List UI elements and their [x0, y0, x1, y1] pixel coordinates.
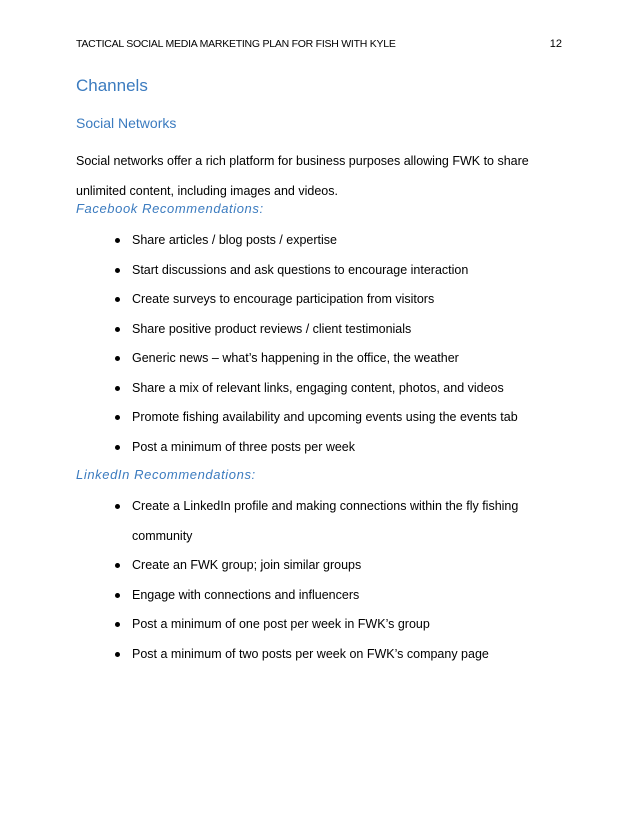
list-item: [112, 256, 552, 286]
list-item: [112, 581, 552, 611]
list-item: [112, 433, 552, 463]
bullet-icon: [115, 652, 120, 657]
list-item: [112, 551, 552, 581]
bullet-icon: [115, 386, 120, 391]
bullet-icon: [115, 622, 120, 627]
bullet-icon: [115, 356, 120, 361]
list-item-text: Share positive product reviews / client testimonials: [132, 321, 412, 336]
bullet-icon: [115, 327, 120, 332]
list-item: [112, 315, 552, 345]
bullet-icon: [115, 297, 120, 302]
bullet-icon: [115, 563, 120, 568]
bullet-icon: [115, 593, 120, 598]
bullet-icon: [115, 445, 120, 450]
list-item-text: Share articles / blog posts / expertise: [132, 233, 337, 247]
list-item-text: Post a minimum of three posts per week: [132, 439, 356, 454]
list-item-text: Share a mix of relevant links, engaging content, photos, and videos: [132, 380, 504, 395]
list-item-text: Create a LinkedIn profile and making connections within the fly fishing community: [132, 499, 519, 543]
list-item: [112, 285, 552, 315]
bullet-icon: [115, 238, 120, 243]
subheading-linkedin-recommendations: LinkedIn Recommendations:: [76, 467, 256, 482]
subheading-facebook-recommendations: Facebook Recommendations:: [76, 201, 264, 216]
running-header-title: TACTICAL SOCIAL MEDIA MARKETING PLAN FOR FISH WITH KYLE: [76, 38, 396, 50]
list-item-text: Engage with connections and influencers: [132, 587, 360, 602]
list-item: [112, 640, 552, 670]
list-item: [112, 374, 552, 404]
bullet-icon: [115, 268, 120, 273]
list-item-text: Create surveys to encourage participation from visitors: [132, 292, 435, 306]
list-item-text: Promote fishing availability and upcoming events using the events tab: [132, 410, 518, 424]
list-item-text: Post a minimum of one post per week in FWK’s group: [132, 617, 430, 631]
bullet-icon: [115, 504, 120, 509]
list-item-text: Post a minimum of two posts per week on FWK’s company page: [132, 646, 489, 661]
heading-channels: Channels: [76, 76, 148, 95]
intro-paragraph: Social networks offer a rich platform for business purposes allowing FWK to share unlimited content, including images and videos.: [76, 154, 529, 198]
facebook-recommendations-list: [112, 226, 552, 462]
list-item-text: Create an FWK group; join similar groups: [132, 558, 362, 572]
list-item: [112, 226, 552, 256]
list-item-text: Generic news – what’s happening in the office, the weather: [132, 351, 459, 365]
list-item: [112, 403, 552, 433]
list-item: [112, 610, 552, 640]
page-number: 12: [549, 38, 562, 50]
list-item: [112, 492, 552, 551]
linkedin-recommendations-list: [112, 492, 552, 669]
bullet-icon: [115, 415, 120, 420]
subheading-social-networks: Social Networks: [76, 115, 177, 131]
list-item: [112, 344, 552, 374]
list-item-text: Start discussions and ask questions to encourage interaction: [132, 262, 469, 277]
